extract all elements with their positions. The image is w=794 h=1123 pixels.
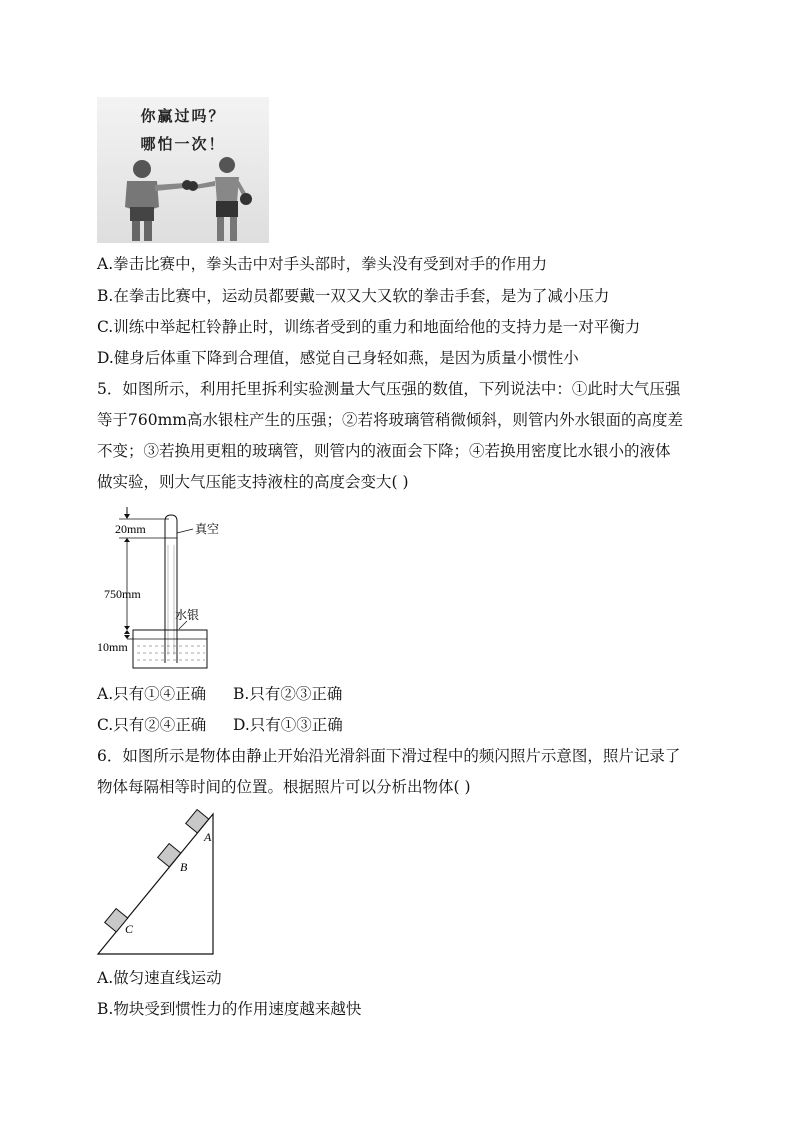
q5-stem-line4: 做实验，则大气压能支持液柱的高度会变大( ) [97,473,409,491]
q6-option-a: A.做匀速直线运动 [97,969,222,987]
q5-stem-line2: 等于760mm高水银柱产生的压强；②若将玻璃管稍微倾斜，则管内外水银面的高度差 [97,411,683,429]
boxers-illustration [97,97,269,243]
q4-option-a: A.拳击比赛中，拳头击中对手头部时，拳头没有受到对手的作用力 [97,255,548,273]
label-b: B [180,860,188,874]
q5-option-d: D.只有①③正确 [233,716,343,734]
label-750mm: 750mm [104,587,141,601]
q5-stem-line1: 5．如图所示，利用托里拆利实验测量大气压强的数值，下列说法中：①此时大气压强 [97,380,681,398]
label-a: A [204,830,212,844]
label-20mm: 20mm [115,522,146,536]
q6-option-b: B.物块受到惯性力的作用速度越来越快 [97,1000,362,1018]
q5-option-c: C.只有②④正确 [97,716,207,734]
incline-figure [95,808,220,958]
label-c: C [125,922,134,936]
q4-option-c: C.训练中举起杠铃静止时，训练者受到的重力和地面给他的支持力是一对平衡力 [97,318,641,336]
q5-option-a: A.只有①④正确 [97,685,207,703]
q4-option-d: D.健身后体重下降到合理值，感觉自己身轻如燕，是因为质量小惯性小 [97,349,579,367]
label-mercury: 水银 [175,608,200,622]
label-10mm: 10mm [97,640,128,654]
photo-caption-line2: 哪怕一次！ [140,135,226,153]
boxing-photo [97,97,269,243]
label-vacuum: 真空 [195,522,220,536]
q5-stem-line3: 不变；③若换用更粗的玻璃管，则管内的液面会下降；④若换用密度比水银小的液体 [97,442,671,460]
torricelli-figure [95,505,225,675]
q5-option-b: B.只有②③正确 [233,685,343,703]
q6-stem-line1: 6．如图所示是物体由静止开始沿光滑斜面下滑过程中的频闪照片示意图，照片记录了 [97,747,681,765]
q4-option-b: B.在拳击比赛中，运动员都要戴一双又大又软的拳击手套，是为了减小压力 [97,287,610,305]
photo-caption-line1: 你赢过吗？ [140,107,226,125]
q6-stem-line2: 物体每隔相等时间的位置。根据照片可以分析出物体( ) [97,778,471,796]
